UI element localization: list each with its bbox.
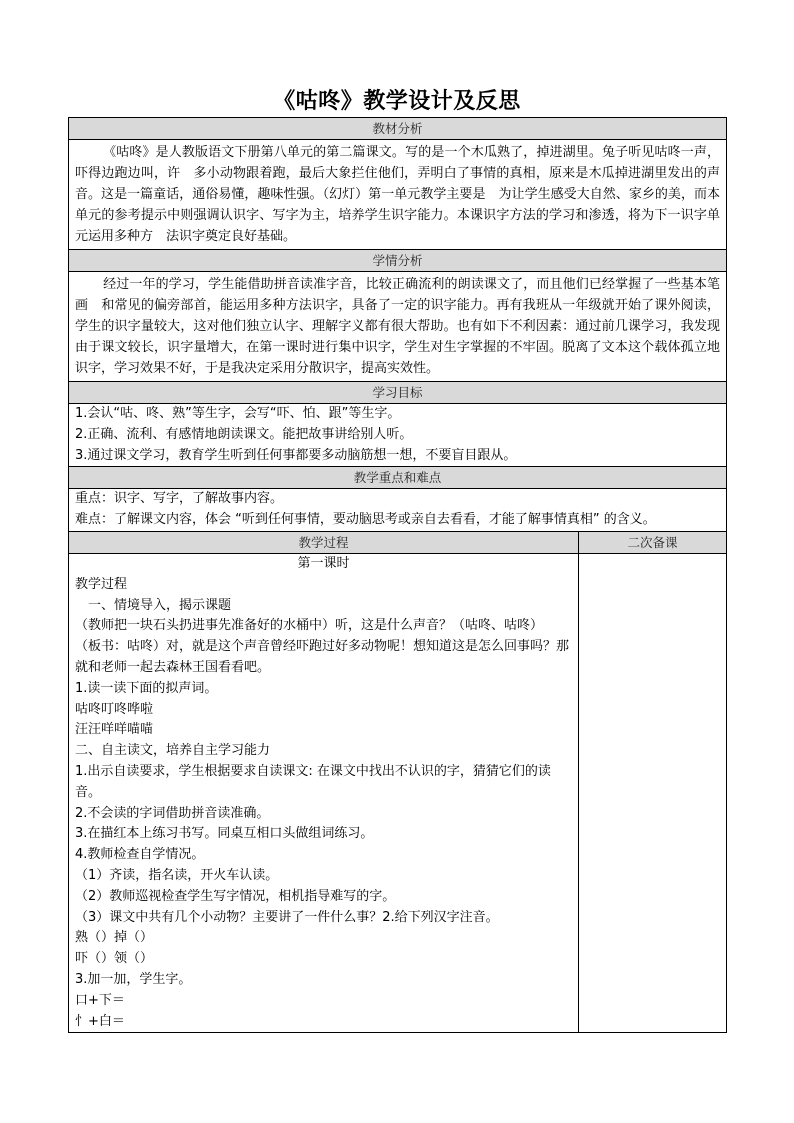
process-line: （板书：咕咚）对，就是这个声音曾经吓跑过好多动物呢！想知道这是怎么回事吗？那就和老师一起去森林王国看看吧。 — [75, 639, 570, 675]
goal-item: 2.正确、流利、有感情地朗读课文。能把故事讲给别人听。 — [75, 426, 413, 442]
revision-header: 二次备课 — [579, 531, 727, 553]
process-line: 4.教师检查自学情况。 — [75, 847, 205, 863]
goals-content-row — [69, 404, 727, 467]
material-header-row — [69, 118, 727, 140]
students-text — [69, 272, 726, 381]
process-line: 汪汪咩咩喵喵 — [75, 722, 154, 738]
process-line: 1.读一读下面的拟声词。 — [75, 680, 218, 696]
process-line: 3.在描红本上练习书写。同桌互相口头做组词练习。 — [75, 826, 374, 842]
key-point: 重点：识字、写字，了解故事内容。 — [75, 491, 284, 507]
process-line: （2）教师巡视检查学生写字情况，相机指导难写的字。 — [75, 888, 396, 904]
key-content-row — [69, 489, 727, 532]
process-line: 忄+白＝ — [75, 1013, 125, 1029]
goal-item: 3.通过课文学习，教育学生听到任何事都要多动脑筋想一想，不要盲目跟从。 — [75, 447, 517, 463]
lesson-plan-table — [68, 117, 727, 1033]
page-title: 《咕咚》教学设计及反思 — [273, 89, 521, 114]
material-text-body: 《咕咚》是人教版语文下册第八单元的第二篇课文。写的是一个木瓜熟了，掉进湖里。兔子听见咕咚一声，吓得边跑边叫，许 多小动物跟着跑，最后大象拦住他们，弄明白了事情的真相，原来是木瓜掉进湖里发出的声音。这是一篇童话，通俗易懂，趣味性强。（幻灯）第一单元教学主要是 为让学生感受大自然、家乡的美，而本单元的参考提示中则强调认识字、写字为主，培养学生识字能力。本课识字方法的学习和渗透，将为下一识字单元运用多种方 法识字奠定良好基础。 — [75, 145, 721, 244]
process-line: 教学过程 — [75, 576, 128, 592]
material-content-row — [69, 140, 727, 250]
material-header: 教材分析 — [69, 118, 727, 140]
lesson-title: 第一课时 — [297, 555, 350, 571]
students-text-body: 经过一年的学习，学生能借助拼音读准字音，比较正确流利的朗读课文了，而且他们已经掌握了一些基本笔画 和常见的偏旁部首，能运用多种方法识字，具备了一定的识字能力。再有我班从一年级就开始了课外阅读，学生的识字量较大，这对他们独立认字、理解字义都有很大帮助。也有如下不利因素：通过前几课学习，我发现由于课文较长，识字量增大，在第一课时进行集中识字，学生对生字掌握的不牢固。脱离了文本这个载体孤立地识字，学习效果不好，于是我决定采用分散识字，提高实效性。 — [75, 277, 721, 376]
process-cell — [69, 553, 579, 1032]
process-line: 二、自主读文，培养自主学习能力 — [75, 743, 271, 759]
process-line: 一、情境导入，揭示课题 — [75, 597, 232, 613]
process-content-row — [69, 553, 727, 1032]
process-line: 吓（）领（） — [75, 951, 154, 967]
process-line: （1）齐读，指名读，开火车认读。 — [75, 867, 279, 883]
goal-item: 1.会认“咕、咚、熟”等生字，会写“吓、怕、跟”等生字。 — [75, 406, 401, 421]
process-line: 口+下＝ — [75, 992, 125, 1008]
students-header: 学情分析 — [69, 250, 727, 272]
key-header-row — [69, 467, 727, 489]
process-line: 3.加一加，学生字。 — [75, 971, 192, 987]
process-line: （3）课文中共有几个小动物？主要讲了一件什么事？2.给下列汉字注音。 — [75, 909, 499, 925]
key-header: 教学重点和难点 — [69, 467, 727, 489]
difficult-point: 难点：了解课文内容，体会 “听到任何事情，要动脑思考或亲自去看看，才能了解事情真相” 的含义。 — [75, 512, 656, 528]
process-header: 教学过程 — [69, 531, 579, 553]
goals-header-row — [69, 382, 727, 404]
process-header-row — [69, 531, 727, 553]
process-line: 1.出示自读要求，学生根据要求自读课文: 在课文中找出不认识的字，猜猜它们的读音。 — [75, 763, 551, 800]
process-line: 熟（）掉（） — [75, 930, 154, 946]
process-line: 2.不会读的字词借助拼音读准确。 — [75, 805, 270, 821]
material-text — [69, 140, 726, 249]
goals-header: 学习目标 — [69, 382, 727, 404]
process-line: （教师把一块石头扔进事先准备好的水桶中）听，这是什么声音？（咕咚、咕咚） — [75, 618, 544, 634]
revision-cell — [579, 553, 727, 1032]
process-line: 咕咚叮咚哗啦 — [75, 701, 154, 717]
students-content-row — [69, 272, 727, 382]
students-header-row — [69, 250, 727, 272]
